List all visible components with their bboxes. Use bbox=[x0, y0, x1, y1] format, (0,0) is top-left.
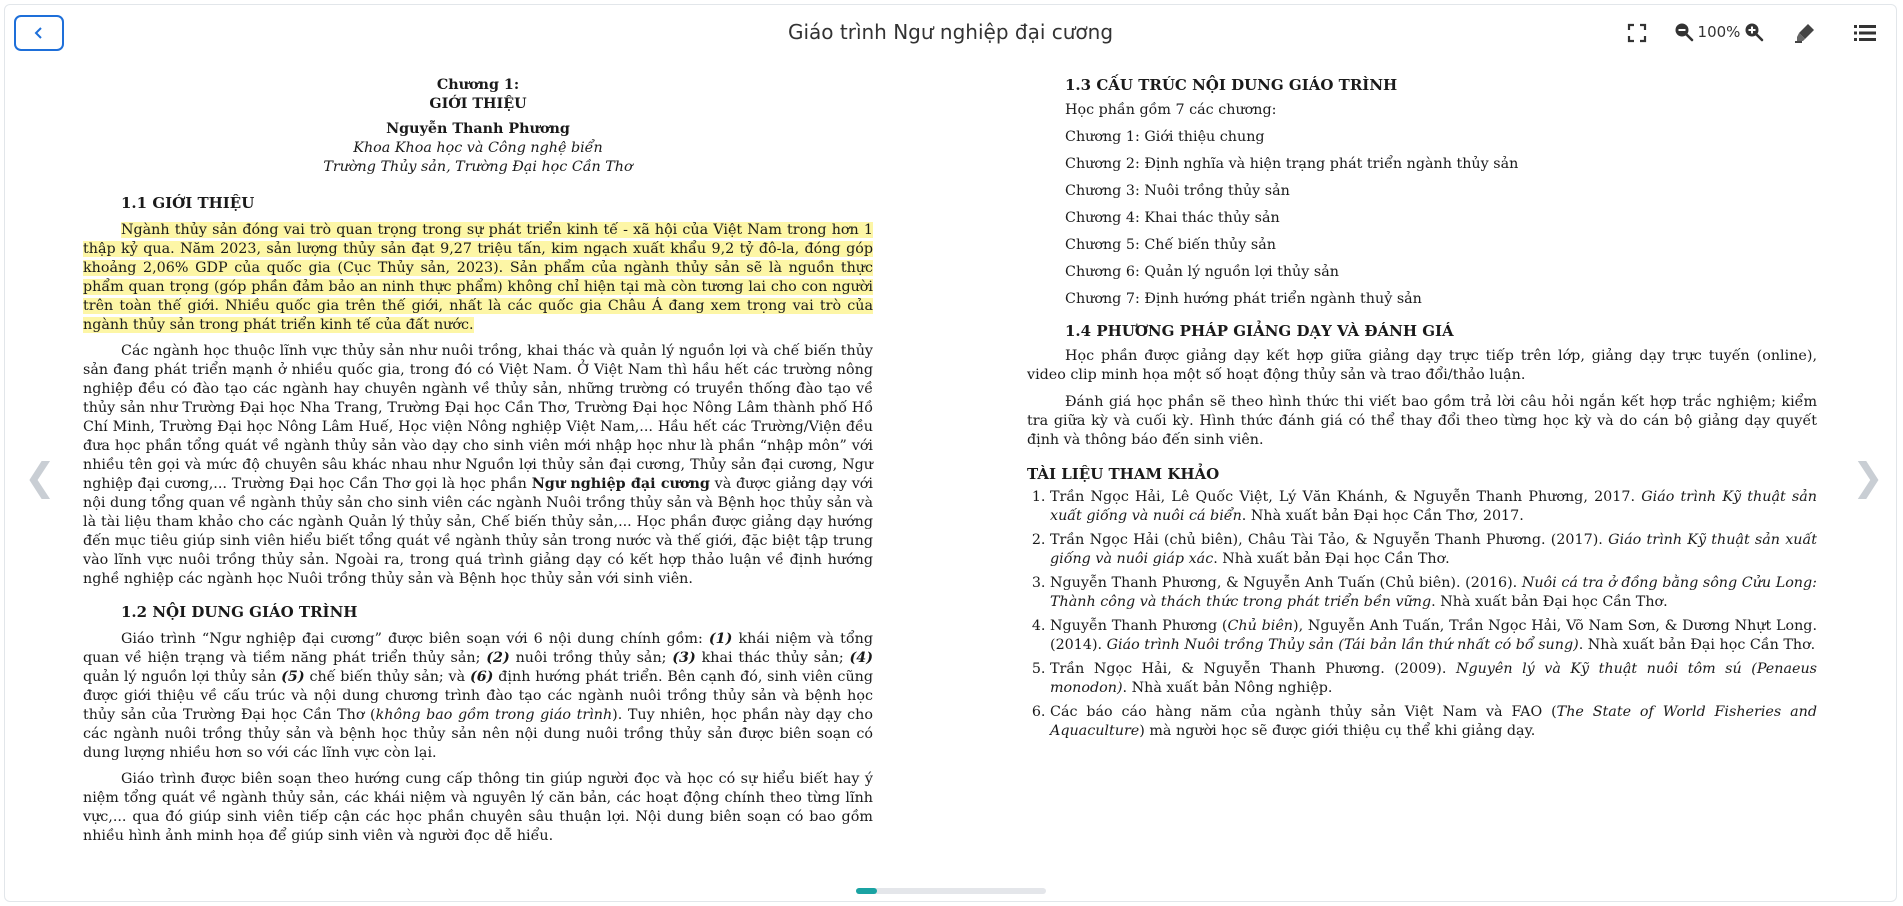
author-affiliation-faculty: Khoa Khoa học và Công nghệ biển bbox=[353, 140, 603, 156]
zoom-control bbox=[1664, 12, 1774, 52]
paragraph-text: khái niệm và tổng quan về hiện trạng và tiềm năng phát triển thủy sản; bbox=[83, 631, 873, 666]
paragraph-approach: Giáo trình được biên soạn theo hướng cung cấp thông tin giúp người đọc và học có sự hiểu biết hay ý niệm tổng quát về ngành thủy sản, các khái niệm và nguyên lý căn bản, các hoạt động chính theo từng lĩnh vực,... qua đó giúp sinh viên tiếp cận các học phần chuyên sâu thuận lợi. Nội dung biên soạn có bao gồm nhiều hình ảnh minh họa để giúp sinh viên và người đọc dễ hiểu. bbox=[83, 771, 873, 844]
reference-title: Nuôi cá tra ở đồng bằng sông Cửu Long: Thành công và thách thức trong phát triển bền vững bbox=[1050, 575, 1817, 610]
paragraph-assessment: Đánh giá học phần sẽ theo hình thức thi viết bao gồm trả lời câu hỏi ngắn kết hợp trắc nghiệm; kiểm tra giữa kỳ và cuối kỳ. Hình thức đánh giá có thể thay đổi theo từng học kỳ và do cán bộ giảng dạy quyết định và thông báo đến sinh viên. bbox=[1027, 394, 1817, 448]
paragraph-intro[interactable] bbox=[83, 221, 873, 335]
reference-title: Giáo trình Kỹ thuật sản xuất giống và nuôi giáp xác bbox=[1050, 532, 1818, 567]
section-heading-1-2: 1.2 NỘI DUNG GIÁO TRÌNH bbox=[121, 603, 358, 621]
reference-text: Các báo cáo hàng năm của ngành thủy sản Việt Nam và FAO ( bbox=[1050, 704, 1557, 720]
fullscreen-button[interactable] bbox=[1624, 20, 1650, 46]
chapter-list-item: Chương 1: Giới thiệu chung bbox=[1065, 129, 1265, 145]
item-number: (2) bbox=[486, 650, 510, 666]
reference-text: Trần Ngọc Hải (chủ biên), Châu Tài Tảo, & Nguyễn Thanh Phương. (2017). bbox=[1050, 532, 1609, 548]
chapter-list-item: Chương 6: Quản lý nguồn lợi thủy sản bbox=[1065, 264, 1339, 280]
chapters-intro: Học phần gồm 7 các chương: bbox=[1065, 102, 1277, 118]
chapter-list bbox=[1065, 128, 1817, 309]
reference-item bbox=[1050, 617, 1817, 655]
paragraph-text: quản lý nguồn lợi thủy sản bbox=[83, 669, 282, 685]
reference-title: The State of World Fisheries and Aquaculture bbox=[1050, 704, 1817, 739]
reference-item bbox=[1050, 531, 1817, 569]
reference-text: ), Nguyễn Anh Tuấn, Trần Ngọc Hải, Võ Nam Sơn, & Dương Nhựt Long. (2014). bbox=[1050, 618, 1818, 653]
item-number: (6) bbox=[469, 669, 494, 685]
chapter-list-item: Chương 4: Khai thác thủy sản bbox=[1065, 210, 1280, 226]
reading-progress-fill bbox=[856, 888, 877, 894]
reference-text: Nguyễn Thanh Phương, & Nguyễn Anh Tuấn (Chủ biên). (2016). bbox=[1050, 575, 1522, 591]
chapter-number: Chương 1: bbox=[436, 77, 520, 93]
chevron-left-icon: ❮ bbox=[24, 455, 56, 499]
next-page-button[interactable] bbox=[1852, 455, 1884, 499]
chapter-list-item: Chương 2: Định nghĩa và hiện trạng phát triển ngành thủy sản bbox=[1065, 156, 1519, 172]
author-affiliation-school: Trường Thủy sản, Trường Đại học Cần Thơ bbox=[323, 159, 633, 175]
reference-text: Nguyễn Thanh Phương ( bbox=[1050, 618, 1228, 634]
highlighter-icon bbox=[1794, 22, 1816, 44]
reference-text: ) mà người học sẽ được giới thiệu cụ thể khi giảng dạy. bbox=[1139, 723, 1536, 739]
zoom-in-icon bbox=[1744, 22, 1764, 42]
paragraph-disciplines bbox=[83, 342, 873, 589]
paragraph-text: và được giảng dạy với nội dung tổng quan về ngành thủy sản cho sinh viên các ngành Nuôi trồng thủy sản và Bệnh học thủy sản và là tài liệu tham khảo cho các ngành Quản lý thủy sản, Chế biến thủy sản,... Học phần được giảng dạy hướng đến mục tiêu giúp sinh viên hiểu biết tổng quát về ngành thủy sản trong nước và thế giới, đặc biệt tập trung vào lĩnh vực nuôi trồng thủy sản. Ngoài ra, trong quá trình giảng dạy có kết hợp thảo luận về định hướng nghề nghiệp các ngành học Nuôi trồng thủy sản và Bệnh học thủy sản với sinh viên. bbox=[83, 476, 873, 587]
references-heading: TÀI LIỆU THAM KHẢO bbox=[1027, 465, 1220, 483]
reference-text: Trần Ngọc Hải, & Nguyễn Thanh Phương. (2009). bbox=[1050, 661, 1456, 677]
item-number: (3) bbox=[672, 650, 696, 666]
reference-role: Chủ biên bbox=[1227, 618, 1293, 634]
highlighted-text[interactable]: Ngành thủy sản đóng vai trò quan trọng trong sự phát triển kinh tế - xã hội của Việt Nam trong hơn 1 thập kỷ qua. Năm 2023, sản lượng thủy sản đạt 9,27 triệu tấn, kim ngạch xuất khẩu 9,2 tỷ đô-la, đóng góp khoảng 2,06% GDP của quốc gia (Cục Thủy sản, 2023). Sản phẩm của ngành thủy sản sẽ là nguồn thực phẩm quan trọng (góp phần đảm bảo an ninh thực phẩm) không chỉ hiện tại mà còn tương lai cho con người trên toàn thế giới. Nhiều quốc gia trên thế giới, nhất là các quốc gia Châu Á đang xem trọng vai trò của ngành thủy sản trong phát triển kinh tế của đất nước. bbox=[83, 222, 873, 333]
paragraph-teaching: Học phần được giảng dạy kết hợp giữa giảng dạy trực tiếp trên lớp, giảng dạy trực tuyến (online), video clip minh họa một số hoạt động thủy sản và trao đổi/thảo luận. bbox=[1027, 348, 1817, 383]
zoom-out-icon bbox=[1674, 22, 1694, 42]
section-heading-1-4: 1.4 PHƯƠNG PHÁP GIẢNG DẠY VÀ ĐÁNH GIÁ bbox=[1065, 322, 1454, 340]
paragraph-text: ). Tuy nhiên, học phần này dạy cho các ngành nuôi trồng thủy sản và bệnh học thủy sản nên nội dung nuôi trồng thủy sản được biên soạn có dung lượng nhiều hơn so với các lĩnh vực còn lại. bbox=[83, 707, 873, 761]
paragraph-text: Các ngành học thuộc lĩnh vực thủy sản như nuôi trồng, khai thác và quản lý nguồn lợi và chế biến thủy sản đang phát triển mạnh ở nhiều quốc gia, trong đó có Việt Nam. Ở Việt Nam thì hầu hết các trường nông nghiệp đều có đào tạo các ngành hay chuyên ngành về thủy sản, những trường có truyền thống đào tạo về thủy sản như Trường Đại học Nha Trang, Trường Đại học Cần Thơ, Trường Đại học Nông Lâm thành phố Hồ Chí Minh, Trường Đại học Nông Lâm Huế, Học viện Nông nghiệp Việt Nam,... Hầu hết các Trường/Viện đều đưa học phần tổng quát về ngành thủy sản vào dạy cho sinh viên mới nhập học như là phần “nhập môn” với nhiều tên gọi và mức độ chuyên sâu khác nhau như Nguồn lợi thủy sản đại cương, Thủy sản đại cương, Ngư nghiệp đại cương,... Trường Đại học Cần Thơ gọi là học phần bbox=[83, 343, 873, 492]
section-heading-1-3: 1.3 CẤU TRÚC NỘI DUNG GIÁO TRÌNH bbox=[1065, 76, 1398, 94]
fullscreen-icon bbox=[1627, 23, 1647, 43]
reference-item bbox=[1050, 574, 1817, 612]
reference-item bbox=[1050, 660, 1817, 698]
reference-text: . Nhà xuất bản Đại học Cần Thơ, 2017. bbox=[1241, 508, 1524, 524]
table-of-contents-button[interactable] bbox=[1852, 20, 1878, 46]
item-number: (4) bbox=[849, 650, 873, 666]
author-name: Nguyễn Thanh Phương bbox=[386, 121, 570, 137]
reference-text: Trần Ngọc Hải, Lê Quốc Việt, Lý Văn Khánh, & Nguyễn Thanh Phương, 2017. bbox=[1050, 489, 1642, 505]
chapter-title: GIỚI THIỆU bbox=[429, 96, 527, 112]
chapter-list-item: Chương 3: Nuôi trồng thủy sản bbox=[1065, 183, 1290, 199]
italic-note: không bao gồm trong giáo trình bbox=[375, 707, 613, 723]
reference-text: . Nhà xuất bản Nông nghiệp. bbox=[1122, 680, 1333, 696]
chevron-right-icon: ❯ bbox=[1852, 455, 1884, 499]
paragraph-text: chế biến thủy sản; và bbox=[304, 669, 470, 685]
reference-title: Giáo trình Nuôi trồng Thủy sản (Tái bản lần thứ nhất có bổ sung) bbox=[1106, 637, 1579, 653]
reference-item bbox=[1050, 703, 1817, 741]
course-name: Ngư nghiệp đại cương bbox=[531, 476, 710, 492]
list-icon bbox=[1854, 23, 1876, 43]
item-number: (5) bbox=[281, 669, 305, 685]
toolbar bbox=[4, 4, 1897, 62]
paragraph-text: định hướng phát triển. Bên cạnh đó, sinh viên cũng được giới thiệu về cấu trúc và nội dung chương trình đào tạo các ngành nuôi trồng thủy sản và bệnh học thủy sản của Trường Đại học Cần Thơ ( bbox=[83, 669, 874, 723]
reference-title: Nguyên lý và Kỹ thuật nuôi tôm sú (Penaeus monodon) bbox=[1050, 661, 1818, 696]
right-page bbox=[1027, 76, 1817, 746]
zoom-out-button[interactable] bbox=[1674, 22, 1694, 42]
highlighter-button[interactable] bbox=[1792, 20, 1818, 46]
reference-text: . Nhà xuất bản Đại học Cần Thơ. bbox=[1431, 594, 1668, 610]
reference-text: . Nhà xuất bản Đại học Cần Thơ. bbox=[1213, 551, 1450, 567]
item-number: (1) bbox=[708, 631, 733, 647]
left-page bbox=[83, 76, 873, 846]
paragraph-text: nuôi trồng thủy sản; bbox=[509, 650, 673, 666]
zoom-in-button[interactable] bbox=[1744, 22, 1764, 42]
document-title: Giáo trình Ngư nghiệp đại cương bbox=[787, 20, 1114, 44]
zoom-level: 100% bbox=[1697, 23, 1741, 41]
previous-page-button[interactable] bbox=[24, 455, 56, 499]
paragraph-content bbox=[83, 630, 873, 763]
chapter-list-item: Chương 5: Chế biến thủy sản bbox=[1065, 237, 1276, 253]
reference-title: Giáo trình Kỹ thuật sản xuất giống và nuôi cá biển bbox=[1050, 489, 1817, 524]
paragraph-text: Giáo trình “Ngư nghiệp đại cương” được biên soạn với 6 nội dung chính gồm: bbox=[121, 631, 709, 647]
reference-item bbox=[1050, 488, 1817, 526]
reading-progress-bar[interactable] bbox=[856, 888, 1046, 894]
reference-text: . Nhà xuất bản Đại học Cần Thơ. bbox=[1578, 637, 1816, 653]
paragraph-text: khai thác thủy sản; bbox=[695, 650, 850, 666]
chapter-list-item: Chương 7: Định hướng phát triển ngành thuỷ sản bbox=[1065, 291, 1422, 307]
references-list bbox=[1027, 488, 1817, 741]
section-heading-1-1: 1.1 GIỚI THIỆU bbox=[121, 194, 255, 212]
